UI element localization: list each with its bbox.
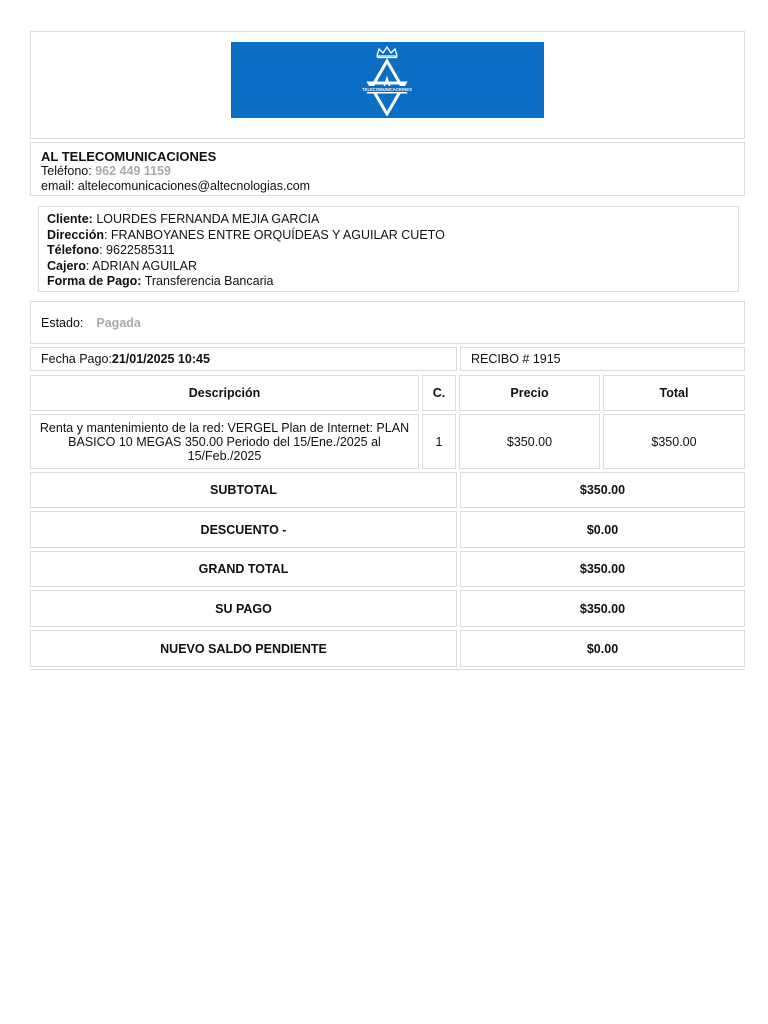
divider <box>30 669 745 670</box>
star-crown-logo-icon <box>355 44 419 116</box>
payment-method-line <box>47 274 730 290</box>
grand-total-value: $350.00 <box>460 551 745 587</box>
status-badge: Pagada <box>96 315 141 330</box>
subtotal-value: $350.00 <box>460 472 745 508</box>
company-phone-label: Teléfono: <box>41 164 96 178</box>
client-phone-line <box>47 243 730 259</box>
row-price: $350.00 <box>459 414 600 469</box>
payment-value: $350.00 <box>460 590 745 627</box>
header-description: Descripción <box>30 375 419 411</box>
company-info <box>30 142 745 196</box>
header-total: Total <box>603 375 745 411</box>
client-name-line <box>47 212 730 228</box>
logo-text: TELECOMUNICACIONES <box>362 87 412 92</box>
row-quantity: 1 <box>422 414 456 469</box>
client-address-line <box>47 228 730 244</box>
subtotal-label: SUBTOTAL <box>30 472 457 508</box>
client-phone-label: Télefono <box>47 243 100 258</box>
row-total: $350.00 <box>603 414 745 469</box>
payment-method-label: Forma de Pago: <box>47 274 142 289</box>
client-address-label: Dirección <box>47 227 104 242</box>
header-quantity: C. <box>422 375 456 411</box>
company-phone <box>41 164 734 179</box>
discount-value: $0.00 <box>460 511 745 548</box>
payment-date <box>30 347 457 371</box>
cashier-line <box>47 259 730 275</box>
header-price: Precio <box>459 375 600 411</box>
client-address-value: : FRANBOYANES ENTRE ORQUÍDEAS Y AGUILAR CUETO <box>103 227 445 242</box>
discount-label: DESCUENTO - <box>30 511 457 548</box>
payment-method-value: Transferencia Bancaria <box>141 274 274 289</box>
pending-balance-label: NUEVO SALDO PENDIENTE <box>30 630 457 667</box>
payment-date-label: Fecha Pago: <box>41 352 112 366</box>
client-name-value: LOURDES FERNANDA MEJIA GARCIA <box>92 212 320 226</box>
receipt-number: RECIBO # 1915 <box>460 347 745 371</box>
logo-banner <box>231 42 544 118</box>
grand-total-label: GRAND TOTAL <box>30 551 457 587</box>
client-info <box>38 206 739 292</box>
logo-container <box>30 31 745 139</box>
row-description: Renta y mantenimiento de la red: VERGEL Plan de Internet: PLAN BASICO 10 MEGAS 350.00 Periodo del 15/Ene./2025 al 15/Feb./2025 <box>30 414 419 469</box>
company-name: AL TELECOMUNICACIONES <box>41 149 217 164</box>
payment-date-value: 21/01/2025 10:45 <box>111 352 210 366</box>
payment-label: SU PAGO <box>30 590 457 627</box>
company-phone-value: 962 449 1159 <box>95 164 171 178</box>
status-row <box>30 301 745 344</box>
client-phone-value: : 9622585311 <box>99 243 175 258</box>
pending-balance-value: $0.00 <box>460 630 745 667</box>
cashier-label: Cajero <box>47 258 86 273</box>
client-name-label: Cliente: <box>47 212 93 226</box>
status-label: Estado: <box>41 315 84 330</box>
cashier-value: : ADRIAN AGUILAR <box>85 258 198 273</box>
company-email: email: altelecomunicaciones@altecnologias.com <box>41 179 311 193</box>
